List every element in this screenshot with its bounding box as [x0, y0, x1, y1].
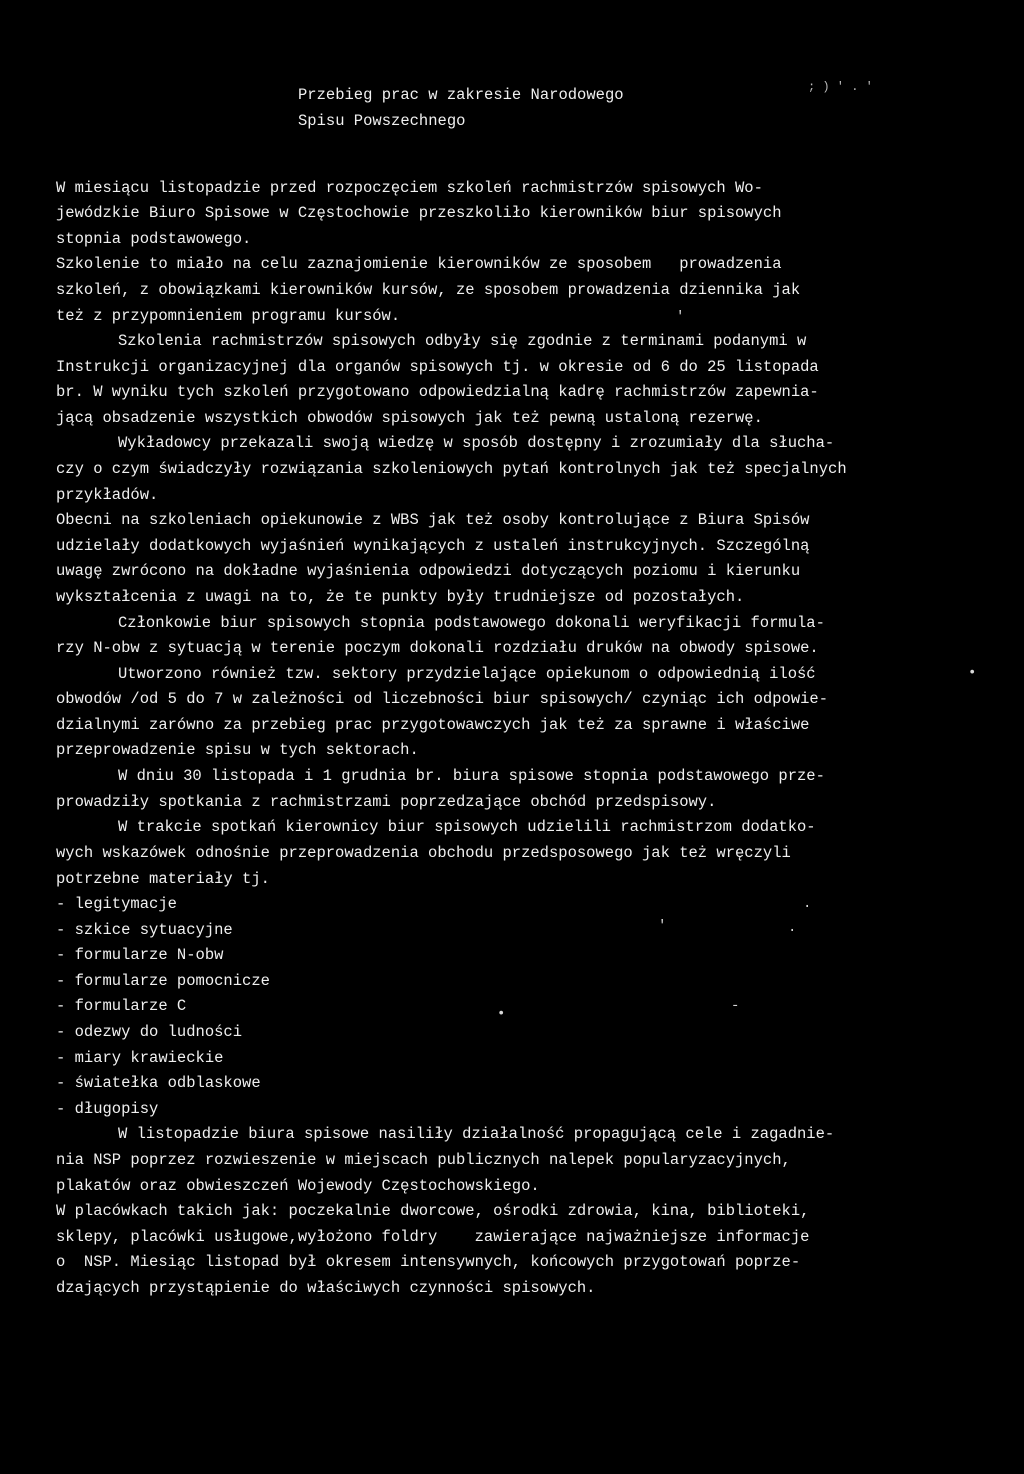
- scan-speck: ': [676, 309, 685, 325]
- text-line: Szkolenie to miało na celu zaznajomienie kierowników ze sposobem prowadzenia: [56, 255, 782, 273]
- text-line: potrzebne materiały tj.: [56, 870, 270, 888]
- text-line: br. W wyniku tych szkoleń przygotowano odpowiedzialną kadrę rachmistrzów zapewnia-: [56, 383, 819, 401]
- corner-mark: ; ) ' . ': [808, 80, 873, 94]
- text-line: wych wskazówek odnośnie przeprowadzenia obchodu przedsposowego jak też wręczyli: [56, 844, 791, 862]
- text-line: przeprowadzenie spisu w tych sektorach.: [56, 741, 419, 759]
- text-line: - szkice sytuacyjne: [56, 921, 233, 939]
- text-line: uwagę zwrócono na dokładne wyjaśnienia odpowiedzi dotyczących poziomu i kierunku: [56, 562, 801, 580]
- text-line: Szkolenia rachmistrzów spisowych odbyły się zgodnie z terminami podanymi w: [118, 332, 807, 350]
- text-line: W trakcie spotkań kierownicy biur spisowych udzielili rachmistrzom dodatko-: [118, 818, 816, 836]
- text-line: sklepy, placówki usługowe,wyłożono foldry zawierające najważniejsze informacje: [56, 1228, 810, 1246]
- text-line: nia NSP poprzez rozwieszenie w miejscach publicznych nalepek popularyzacyjnych,: [56, 1151, 791, 1169]
- text-line: też z przypomnieniem programu kursów.: [56, 307, 401, 325]
- text-line: - formularze C: [56, 997, 187, 1015]
- text-line: szkoleń, z obowiązkami kierowników kursów, ze sposobem prowadzenia dziennika jak: [56, 281, 801, 299]
- scan-speck: .: [803, 896, 812, 912]
- text-line: jewódzkie Biuro Spisowe w Częstochowie przeszkoliło kierowników biur spisowych: [56, 204, 782, 222]
- text-line: dzających przystąpienie do właściwych czynności spisowych.: [56, 1279, 596, 1297]
- text-line: Instrukcji organizacyjnej dla organów spisowych tj. w okresie od 6 do 25 listopada: [56, 358, 819, 376]
- text-line: dzialnymi zarówno za przebieg prac przygotowawczych jak też za sprawne i właściwe: [56, 716, 810, 734]
- text-line: rzy N-obw z sytuacją w terenie poczym dokonali rozdziału druków na obwody spisowe.: [56, 639, 819, 657]
- text-line: - odezwy do ludności: [56, 1023, 243, 1041]
- text-line: - miary krawieckie: [56, 1049, 224, 1067]
- text-line: Wykładowcy przekazali swoją wiedzę w sposób dostępny i zrozumiały dla słucha-: [118, 434, 835, 452]
- text-line: obwodów /od 5 do 7 w zależności od liczebności biur spisowych/ czyniąc ich odpowie-: [56, 690, 829, 708]
- text-line: wykształcenia z uwagi na to, że te punkty były trudniejsze od pozostałych.: [56, 588, 745, 606]
- text-line: - długopisy: [56, 1100, 159, 1118]
- title-line-2: Spisu Powszechnego: [298, 112, 466, 130]
- text-line: jącą obsadzenie wszystkich obwodów spisowych jak też pewną ustaloną rezerwę.: [56, 409, 763, 427]
- text-line: W miesiącu listopadzie przed rozpoczęciem szkoleń rachmistrzów spisowych Wo-: [56, 179, 763, 197]
- scan-speck: .: [788, 920, 797, 936]
- text-line: Członkowie biur spisowych stopnia podstawowego dokonali weryfikacji formula-: [118, 614, 825, 632]
- text-line: stopnia podstawowego.: [56, 230, 252, 248]
- scan-speck: ': [658, 918, 667, 934]
- text-line: Obecni na szkoleniach opiekunowie z WBS jak też osoby kontrolujące z Biura Spisów: [56, 511, 810, 529]
- text-line: plakatów oraz obwieszczeń Wojewody Częstochowskiego.: [56, 1177, 540, 1195]
- text-line: przykładów.: [56, 486, 159, 504]
- text-line: W placówkach takich jak: poczekalnie dworcowe, ośrodki zdrowia, kina, biblioteki,: [56, 1202, 810, 1220]
- text-line: o NSP. Miesiąc listopad był okresem intensywnych, końcowych przygotowań poprze-: [56, 1253, 801, 1271]
- text-line: prowadziły spotkania z rachmistrzami poprzedzające obchód przedspisowy.: [56, 793, 717, 811]
- text-line: - formularze pomocnicze: [56, 972, 270, 990]
- scan-speck: •: [968, 665, 977, 681]
- text-line: W listopadzie biura spisowe nasiliły działalność propagującą cele i zagadnie-: [118, 1125, 835, 1143]
- text-line: czy o czym świadczyły rozwiązania szkoleniowych pytań kontrolnych jak też specjalnych: [56, 460, 847, 478]
- title-line-1: Przebieg prac w zakresie Narodowego: [298, 86, 624, 104]
- text-line: - światełka odblaskowe: [56, 1074, 261, 1092]
- text-line: Utworzono również tzw. sektory przydzielające opiekunom o odpowiednią ilość: [118, 665, 816, 683]
- scan-speck: -: [731, 998, 740, 1014]
- text-line: - formularze N-obw: [56, 946, 224, 964]
- scan-speck: •: [497, 1006, 506, 1022]
- text-line: udzielały dodatkowych wyjaśnień wynikających z ustaleń instrukcyjnych. Szczególną: [56, 537, 810, 555]
- document-title: [298, 82, 624, 134]
- text-line: - legitymacje: [56, 895, 177, 913]
- text-line: W dniu 30 listopada i 1 grudnia br. biura spisowe stopnia podstawowego prze-: [118, 767, 825, 785]
